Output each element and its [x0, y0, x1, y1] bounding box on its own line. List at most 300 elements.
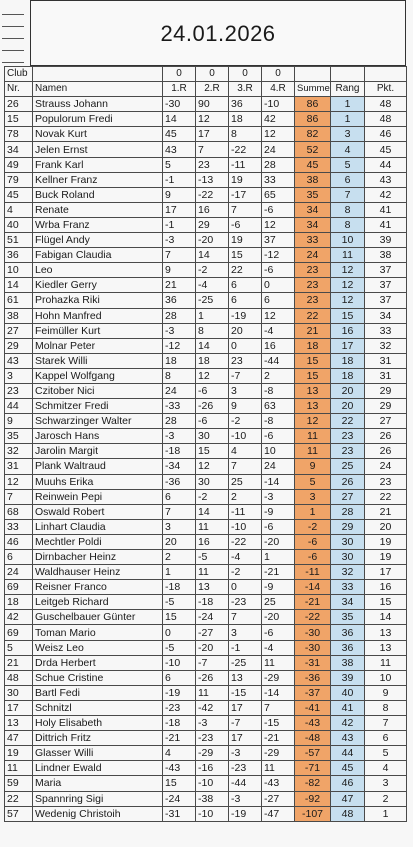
- name-cell: Plank Waltraud: [33, 459, 163, 474]
- sum-cell: 23: [295, 278, 331, 293]
- table-row: [5, 655, 407, 670]
- round2-cell: 12: [196, 112, 229, 127]
- round2-header: 2.R: [196, 82, 229, 97]
- name-cell: Weisz Leo: [33, 640, 163, 655]
- nr-cell: 51: [5, 233, 33, 248]
- round1-cell: -3: [163, 429, 196, 444]
- name-cell: Leo: [33, 263, 163, 278]
- table-row: [5, 670, 407, 685]
- nr-cell: 59: [5, 776, 33, 791]
- round1-cell: 1: [163, 565, 196, 580]
- name-cell: Dittrich Fritz: [33, 731, 163, 746]
- name-cell: Glasser Willi: [33, 746, 163, 761]
- round1-cell: -3: [163, 233, 196, 248]
- points-cell: 1: [365, 806, 407, 821]
- nr-cell: 38: [5, 308, 33, 323]
- sum-cell: -14: [295, 580, 331, 595]
- round3-header: 3.R: [229, 82, 262, 97]
- name-cell: Dirnbacher Heinz: [33, 550, 163, 565]
- round3-cell: 17: [229, 731, 262, 746]
- round1-cell: -33: [163, 399, 196, 414]
- name-cell: Waldhauser Heinz: [33, 565, 163, 580]
- round4-cell: 6: [262, 293, 295, 308]
- table-row: [5, 217, 407, 232]
- sum-cell: 5: [295, 474, 331, 489]
- points-cell: 16: [365, 580, 407, 595]
- rank-cell: 43: [331, 731, 365, 746]
- table-row: [5, 414, 407, 429]
- round3-cell: -3: [229, 791, 262, 806]
- round1-cell: 28: [163, 414, 196, 429]
- nr-cell: 78: [5, 127, 33, 142]
- round4-cell: 24: [262, 142, 295, 157]
- date-header-box: [30, 0, 406, 66]
- name-cell: Renate: [33, 202, 163, 217]
- round1-cell: 28: [163, 308, 196, 323]
- round4-cell: 2: [262, 368, 295, 383]
- sum-cell: 3: [295, 489, 331, 504]
- sum-cell: 45: [295, 157, 331, 172]
- nr-cell: 5: [5, 640, 33, 655]
- nr-cell: 61: [5, 293, 33, 308]
- rank-cell: 10: [331, 233, 365, 248]
- round4-cell: 28: [262, 157, 295, 172]
- table-row: [5, 565, 407, 580]
- nr-cell: 4: [5, 202, 33, 217]
- round4-cell: -9: [262, 504, 295, 519]
- name-cell: Wedenig Christoih: [33, 806, 163, 821]
- round3-cell: 0: [229, 338, 262, 353]
- round4-cell: 63: [262, 399, 295, 414]
- rank-cell: 23: [331, 444, 365, 459]
- table-row: [5, 263, 407, 278]
- name-cell: Molnar Peter: [33, 338, 163, 353]
- results-table: [4, 66, 407, 822]
- round2-cell: 29: [196, 217, 229, 232]
- sum-cell: 11: [295, 444, 331, 459]
- table-row: [5, 761, 407, 776]
- round3-cell: -23: [229, 761, 262, 776]
- nr-cell: 69: [5, 580, 33, 595]
- round3-cell: 15: [229, 248, 262, 263]
- sum-cell: 13: [295, 383, 331, 398]
- name-cell: Jarosch Hans: [33, 429, 163, 444]
- round3-cell: -3: [229, 746, 262, 761]
- round3-cell: -4: [229, 550, 262, 565]
- rank-cell: 12: [331, 263, 365, 278]
- nr-cell: 48: [5, 670, 33, 685]
- round3-cell: 23: [229, 353, 262, 368]
- name-cell: Kappel Wolfgang: [33, 368, 163, 383]
- round3-cell: 36: [229, 97, 262, 112]
- round2-cell: -2: [196, 263, 229, 278]
- round1-cell: -34: [163, 459, 196, 474]
- round1-cell: -43: [163, 761, 196, 776]
- table-row: [5, 731, 407, 746]
- sum-cell: -30: [295, 625, 331, 640]
- nr-cell: 68: [5, 504, 33, 519]
- header-row: [5, 82, 407, 97]
- round2-cell: 11: [196, 519, 229, 534]
- points-cell: 17: [365, 565, 407, 580]
- rank-header: Rang: [331, 82, 365, 97]
- name-cell: Starek Willi: [33, 353, 163, 368]
- round2-cell: 23: [196, 157, 229, 172]
- rank-cell: 39: [331, 670, 365, 685]
- name-cell: Feimüller Kurt: [33, 323, 163, 338]
- nr-cell: 17: [5, 700, 33, 715]
- name-cell: Holy Elisabeth: [33, 716, 163, 731]
- name-cell: Flügel Andy: [33, 233, 163, 248]
- round4-cell: 7: [262, 700, 295, 715]
- points-cell: 39: [365, 233, 407, 248]
- nr-cell: 29: [5, 338, 33, 353]
- round3-cell: 3: [229, 383, 262, 398]
- nr-cell: 35: [5, 429, 33, 444]
- round2-cell: -25: [196, 293, 229, 308]
- nr-cell: 43: [5, 353, 33, 368]
- table-row: [5, 142, 407, 157]
- sum-cell: -41: [295, 700, 331, 715]
- table-row: [5, 233, 407, 248]
- name-cell: Lindner Ewald: [33, 761, 163, 776]
- nr-cell: 31: [5, 459, 33, 474]
- round3-cell: 0: [229, 580, 262, 595]
- round3-cell: 25: [229, 474, 262, 489]
- round2-cell: -24: [196, 610, 229, 625]
- round2-cell: 90: [196, 97, 229, 112]
- round3-cell: -1: [229, 640, 262, 655]
- rank-cell: 11: [331, 248, 365, 263]
- round4-cell: -20: [262, 534, 295, 549]
- round1-cell: 4: [163, 746, 196, 761]
- round4-cell: 0: [262, 278, 295, 293]
- name-cell: Schwarzinger Walter: [33, 414, 163, 429]
- round2-cell: 8: [196, 323, 229, 338]
- name-cell: Populorum Fredi: [33, 112, 163, 127]
- round2-cell: 14: [196, 248, 229, 263]
- rank-cell: 22: [331, 414, 365, 429]
- points-cell: 42: [365, 187, 407, 202]
- nr-cell: 47: [5, 731, 33, 746]
- table-row: [5, 399, 407, 414]
- rank-cell: 23: [331, 429, 365, 444]
- round2-cell: 11: [196, 685, 229, 700]
- round4-cell: -44: [262, 353, 295, 368]
- round2-cell: 1: [196, 308, 229, 323]
- rank-cell: 16: [331, 323, 365, 338]
- name-cell: Reisner Franco: [33, 580, 163, 595]
- sum-cell: 34: [295, 217, 331, 232]
- name-cell: Schue Cristine: [33, 670, 163, 685]
- round1-cell: -18: [163, 580, 196, 595]
- round2-cell: -20: [196, 640, 229, 655]
- sum-cell: 38: [295, 172, 331, 187]
- round4-cell: -4: [262, 323, 295, 338]
- rank-cell: 25: [331, 459, 365, 474]
- points-cell: 6: [365, 731, 407, 746]
- round1-cell: 36: [163, 293, 196, 308]
- points-cell: 21: [365, 504, 407, 519]
- table-row: [5, 489, 407, 504]
- table-row: [5, 172, 407, 187]
- round2-cell: 30: [196, 474, 229, 489]
- sum-cell: -2: [295, 519, 331, 534]
- table-row: [5, 323, 407, 338]
- rank-cell: 40: [331, 685, 365, 700]
- round3-cell: 18: [229, 112, 262, 127]
- round2-cell: 14: [196, 338, 229, 353]
- round3-cell: -25: [229, 655, 262, 670]
- sum-cell: -37: [295, 685, 331, 700]
- round2-cell: 30: [196, 429, 229, 444]
- round3-cell: -19: [229, 806, 262, 821]
- round3-cell: -11: [229, 504, 262, 519]
- sum-cell: -71: [295, 761, 331, 776]
- points-cell: 22: [365, 489, 407, 504]
- rank-cell: 36: [331, 625, 365, 640]
- name-cell: Oswald Robert: [33, 504, 163, 519]
- points-cell: 13: [365, 640, 407, 655]
- round1-cell: 9: [163, 263, 196, 278]
- round3-cell: -2: [229, 565, 262, 580]
- sum-cell: -22: [295, 610, 331, 625]
- round4-cell: -8: [262, 383, 295, 398]
- nr-cell: 6: [5, 550, 33, 565]
- round2-cell: -38: [196, 791, 229, 806]
- round1-cell: -18: [163, 444, 196, 459]
- sum-cell: -30: [295, 640, 331, 655]
- points-cell: 48: [365, 112, 407, 127]
- club-label: Club: [5, 67, 33, 82]
- round4-cell: 12: [262, 217, 295, 232]
- round2-cell: -6: [196, 414, 229, 429]
- table-row: [5, 550, 407, 565]
- rank-cell: 26: [331, 474, 365, 489]
- rank-cell: 17: [331, 338, 365, 353]
- sum-cell: 33: [295, 233, 331, 248]
- nr-cell: 40: [5, 217, 33, 232]
- points-cell: 26: [365, 429, 407, 444]
- points-cell: 26: [365, 444, 407, 459]
- round3-cell: -7: [229, 368, 262, 383]
- nr-cell: 26: [5, 97, 33, 112]
- name-cell: Frank Karl: [33, 157, 163, 172]
- rank-cell: 1: [331, 97, 365, 112]
- round4-cell: 24: [262, 459, 295, 474]
- points-cell: 38: [365, 248, 407, 263]
- sum-cell: -21: [295, 595, 331, 610]
- round2-cell: 13: [196, 580, 229, 595]
- round1-cell: -12: [163, 338, 196, 353]
- points-cell: 41: [365, 202, 407, 217]
- round4-cell: -6: [262, 202, 295, 217]
- round4-cell: -10: [262, 97, 295, 112]
- name-cell: Jarolin Margit: [33, 444, 163, 459]
- sum-cell: 23: [295, 293, 331, 308]
- points-cell: 37: [365, 293, 407, 308]
- sum-cell: -31: [295, 655, 331, 670]
- name-cell: Leitgeb Richard: [33, 595, 163, 610]
- name-cell: Fabigan Claudia: [33, 248, 163, 263]
- sum-cell: 1: [295, 504, 331, 519]
- sum-cell: -92: [295, 791, 331, 806]
- round1-cell: 6: [163, 489, 196, 504]
- round4-cell: 37: [262, 233, 295, 248]
- round3-cell: -11: [229, 157, 262, 172]
- rank-cell: 33: [331, 580, 365, 595]
- round3-cell: 6: [229, 293, 262, 308]
- round2-cell: -23: [196, 731, 229, 746]
- table-row: [5, 368, 407, 383]
- rank-cell: 20: [331, 399, 365, 414]
- round1-cell: 2: [163, 550, 196, 565]
- round3-cell: -22: [229, 142, 262, 157]
- rank-cell: 36: [331, 640, 365, 655]
- table-row: [5, 293, 407, 308]
- rank-cell: 42: [331, 716, 365, 731]
- table-row: [5, 700, 407, 715]
- nr-cell: 15: [5, 112, 33, 127]
- round1-zero: 0: [163, 67, 196, 82]
- points-cell: 5: [365, 746, 407, 761]
- nr-cell: 3: [5, 368, 33, 383]
- name-cell: Wrba Franz: [33, 217, 163, 232]
- rank-cell: 30: [331, 534, 365, 549]
- nr-cell: 24: [5, 565, 33, 580]
- round1-cell: 24: [163, 383, 196, 398]
- round3-cell: -7: [229, 716, 262, 731]
- round1-cell: -19: [163, 685, 196, 700]
- round2-cell: 11: [196, 565, 229, 580]
- points-cell: 4: [365, 761, 407, 776]
- rank-cell: 12: [331, 278, 365, 293]
- table-row: [5, 776, 407, 791]
- round4-cell: -14: [262, 474, 295, 489]
- nr-cell: 45: [5, 187, 33, 202]
- table-row: [5, 580, 407, 595]
- points-cell: 11: [365, 655, 407, 670]
- round4-zero: 0: [262, 67, 295, 82]
- points-cell: 3: [365, 776, 407, 791]
- round4-cell: 10: [262, 444, 295, 459]
- round2-cell: -22: [196, 187, 229, 202]
- points-cell: 45: [365, 142, 407, 157]
- name-cell: Drda Herbert: [33, 655, 163, 670]
- sum-cell: 86: [295, 112, 331, 127]
- points-cell: 8: [365, 700, 407, 715]
- nr-cell: 42: [5, 610, 33, 625]
- sum-cell: 15: [295, 368, 331, 383]
- sum-cell: 22: [295, 308, 331, 323]
- round1-cell: -3: [163, 323, 196, 338]
- rank-cell: 7: [331, 187, 365, 202]
- rank-cell: 48: [331, 806, 365, 821]
- round4-cell: -6: [262, 519, 295, 534]
- round3-cell: -19: [229, 308, 262, 323]
- rank-cell: 18: [331, 353, 365, 368]
- round1-cell: -10: [163, 655, 196, 670]
- sum-cell: 24: [295, 248, 331, 263]
- rank-cell: 28: [331, 504, 365, 519]
- round3-cell: -15: [229, 685, 262, 700]
- nr-cell: 49: [5, 157, 33, 172]
- sum-cell: -6: [295, 550, 331, 565]
- round2-cell: -29: [196, 746, 229, 761]
- points-cell: 19: [365, 534, 407, 549]
- nr-cell: 34: [5, 142, 33, 157]
- nr-cell: 30: [5, 685, 33, 700]
- table-row: [5, 474, 407, 489]
- nr-cell: 9: [5, 414, 33, 429]
- table-row: [5, 157, 407, 172]
- round4-cell: 65: [262, 187, 295, 202]
- sum-cell: 82: [295, 127, 331, 142]
- header-row-club: [5, 67, 407, 82]
- round2-cell: -6: [196, 383, 229, 398]
- round1-cell: 20: [163, 534, 196, 549]
- points-cell: 13: [365, 625, 407, 640]
- rank-cell: 44: [331, 746, 365, 761]
- round2-cell: -13: [196, 172, 229, 187]
- sum-cell: 11: [295, 429, 331, 444]
- round3-cell: -6: [229, 217, 262, 232]
- sum-cell: -43: [295, 716, 331, 731]
- sum-cell: 52: [295, 142, 331, 157]
- name-cell: Novak Kurt: [33, 127, 163, 142]
- name-cell: Jelen Ernst: [33, 142, 163, 157]
- round4-cell: -9: [262, 580, 295, 595]
- round1-cell: -5: [163, 595, 196, 610]
- points-cell: 29: [365, 383, 407, 398]
- round1-cell: -24: [163, 791, 196, 806]
- nr-cell: 36: [5, 248, 33, 263]
- rank-cell: 8: [331, 217, 365, 232]
- round4-cell: -43: [262, 776, 295, 791]
- round1-cell: -1: [163, 172, 196, 187]
- round2-cell: 12: [196, 459, 229, 474]
- rank-cell: 29: [331, 519, 365, 534]
- round3-cell: 3: [229, 625, 262, 640]
- round1-cell: -18: [163, 716, 196, 731]
- round2-cell: 7: [196, 142, 229, 157]
- points-cell: 19: [365, 550, 407, 565]
- name-cell: Spannring Sigi: [33, 791, 163, 806]
- points-cell: 37: [365, 278, 407, 293]
- round4-cell: 11: [262, 761, 295, 776]
- points-cell: 9: [365, 685, 407, 700]
- points-cell: 29: [365, 399, 407, 414]
- round3-cell: 7: [229, 202, 262, 217]
- round3-cell: -22: [229, 534, 262, 549]
- round2-cell: -2: [196, 489, 229, 504]
- table-row: [5, 595, 407, 610]
- sum-cell: -82: [295, 776, 331, 791]
- round2-cell: -10: [196, 776, 229, 791]
- table-row: [5, 459, 407, 474]
- round2-cell: -10: [196, 806, 229, 821]
- points-cell: 44: [365, 157, 407, 172]
- name-cell: Muuhs Erika: [33, 474, 163, 489]
- round3-cell: 20: [229, 323, 262, 338]
- round1-header: 1.R: [163, 82, 196, 97]
- rank-cell: 5: [331, 157, 365, 172]
- round1-cell: 15: [163, 610, 196, 625]
- nr-cell: 57: [5, 806, 33, 821]
- rank-cell: 38: [331, 655, 365, 670]
- nr-cell: 27: [5, 323, 33, 338]
- round4-header: 4.R: [262, 82, 295, 97]
